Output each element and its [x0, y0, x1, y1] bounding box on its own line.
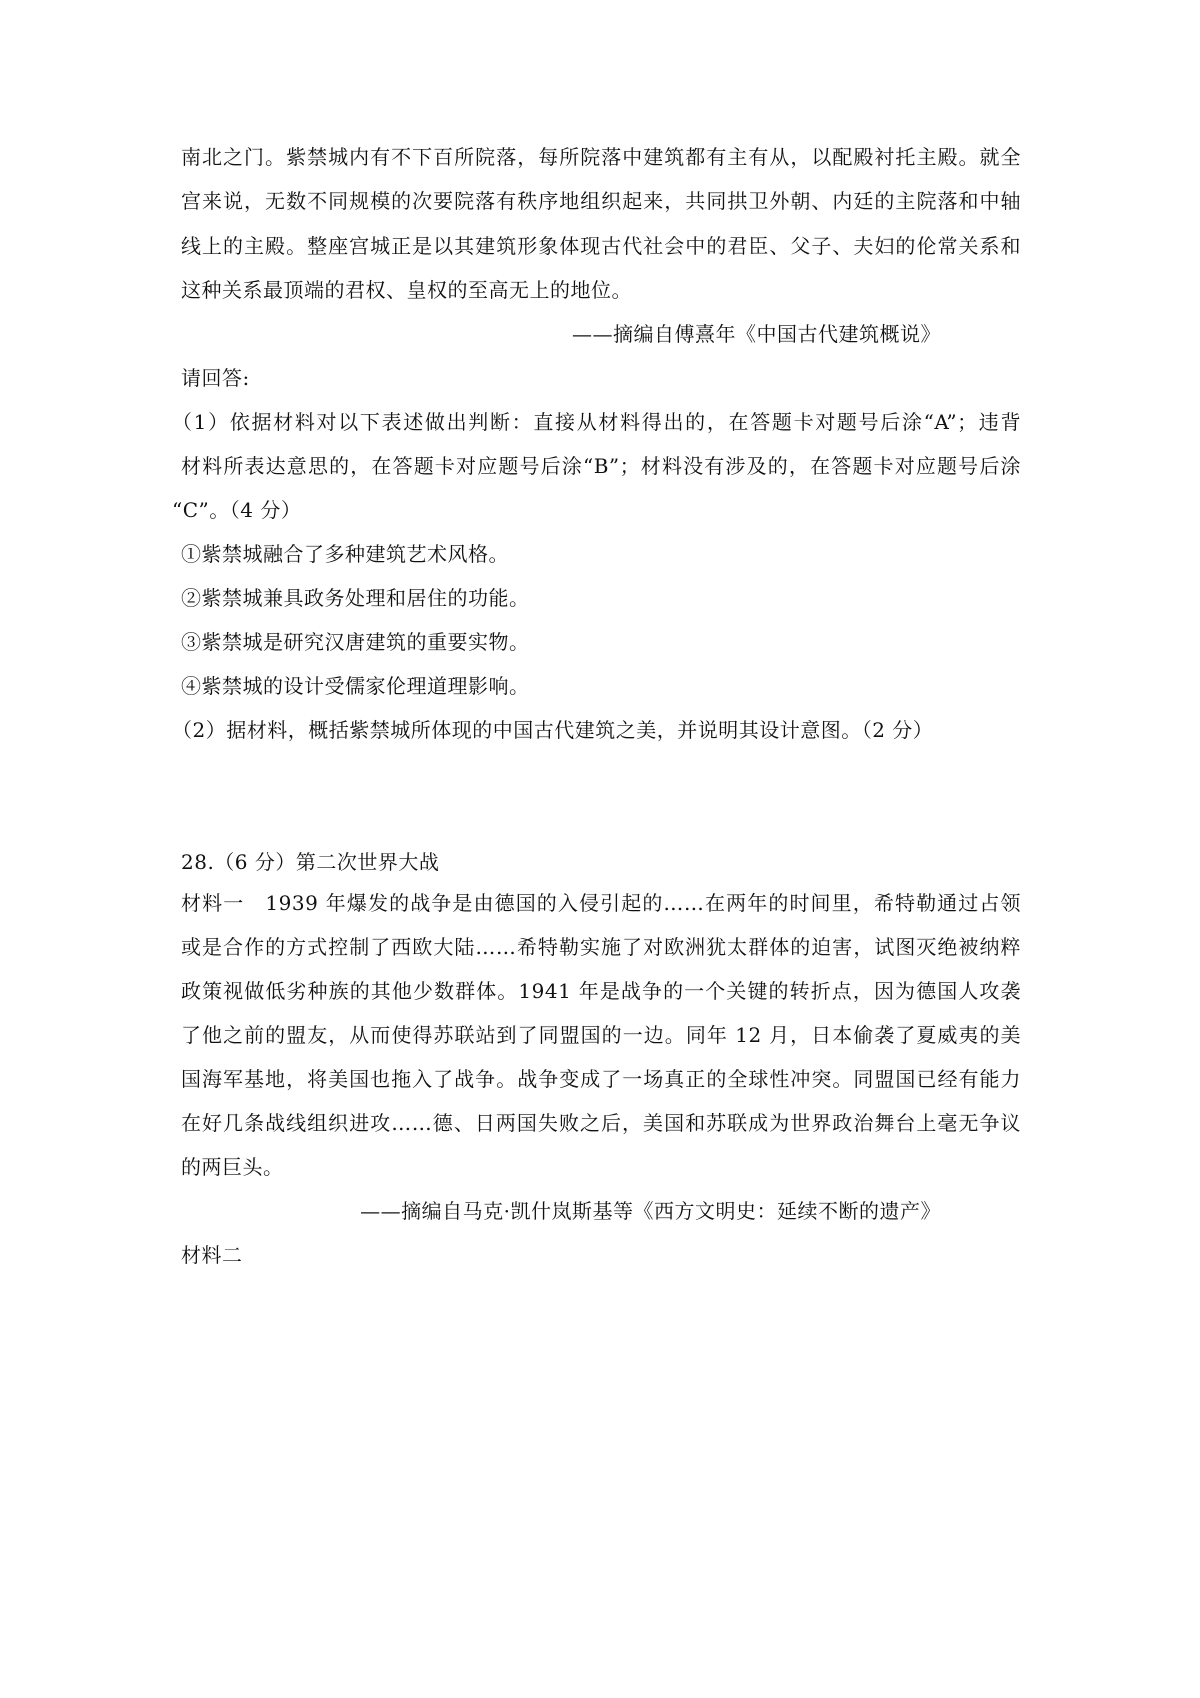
passage-line: 线上的主殿。整座宫城正是以其建筑形象体现古代社会中的君臣、父子、夫妇的伦常关系和 — [181, 234, 1021, 258]
statement-item: ③紫禁城是研究汉唐建筑的重要实物。 — [181, 630, 530, 654]
material-1-line: 的两巨头。 — [181, 1155, 284, 1179]
question-28-heading: 28.（6 分）第二次世界大战 — [181, 850, 440, 874]
material-1-line: 或是合作的方式控制了西欧大陆……希特勒实施了对欧洲犹太群体的迫害，试图灭绝被纳粹 — [181, 935, 1021, 959]
question-1-line: 材料所表达意思的，在答题卡对应题号后涂“B”；材料没有涉及的，在答题卡对应题号后涂 — [181, 454, 1021, 478]
passage-line: 宫来说，无数不同规模的次要院落有秩序地组织起来，共同拱卫外朝、内廷的主院落和中轴 — [181, 189, 1021, 213]
passage-line: 这种关系最顶端的君权、皇权的至高无上的地位。 — [181, 278, 632, 302]
material-1-source: ——摘编自马克·凯什岚斯基等《西方文明史：延续不断的遗产》 — [360, 1199, 941, 1223]
passage-source: ——摘编自傅熹年《中国古代建筑概说》 — [572, 322, 941, 346]
passage-line: 南北之门。紫禁城内有不下百所院落，每所院落中建筑都有主有从，以配殿衬托主殿。就全 — [181, 145, 1021, 169]
material-1-line: 国海军基地，将美国也拖入了战争。战争变成了一场真正的全球性冲突。同盟国已经有能力 — [181, 1067, 1021, 1091]
material-1-line: 了他之前的盟友，从而使得苏联站到了同盟国的一边。同年 12 月，日本偷袭了夏威夷的美 — [181, 1023, 1021, 1047]
statement-item: ④紫禁城的设计受儒家伦理道理影响。 — [181, 674, 530, 698]
statement-item: ①紫禁城融合了多种建筑艺术风格。 — [181, 542, 509, 566]
answer-prompt: 请回答: — [181, 366, 250, 390]
material-2-label: 材料二 — [181, 1243, 243, 1267]
material-1-line: 材料一 1939 年爆发的战争是由德国的入侵引起的……在两年的时间里，希特勒通过占领 — [181, 891, 1021, 915]
question-1-line: （1）依据材料对以下表述做出判断：直接从材料得出的，在答题卡对题号后涂“A”；违背 — [172, 410, 1021, 434]
material-1-line: 在好几条战线组织进攻……德、日两国失败之后，美国和苏联成为世界政治舞台上毫无争议 — [181, 1111, 1021, 1135]
statement-item: ②紫禁城兼具政务处理和居住的功能。 — [181, 586, 530, 610]
question-2: （2）据材料，概括紫禁城所体现的中国古代建筑之美，并说明其设计意图。（2 分） — [172, 718, 934, 742]
question-1-line: “C”。（4 分） — [172, 498, 302, 522]
material-1-line: 政策视做低劣种族的其他少数群体。1941 年是战争的一个关键的转折点，因为德国人攻袭 — [181, 979, 1021, 1003]
